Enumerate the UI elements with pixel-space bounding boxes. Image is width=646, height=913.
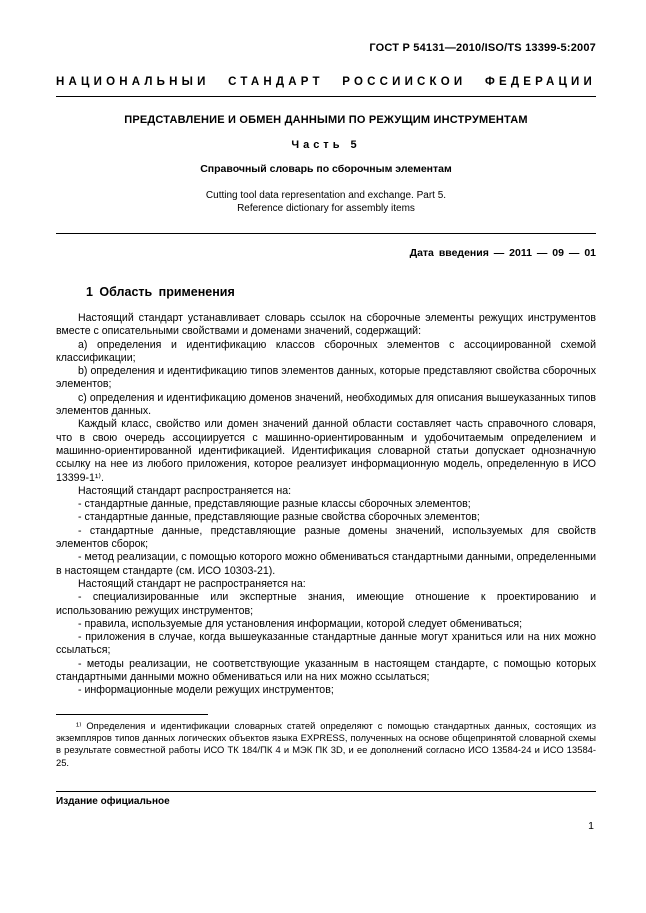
official-edition-label: Издание официальное [56,796,170,808]
body-paragraph: - приложения в случае, когда вышеуказанные стандартные данные могут храниться или на них можно ссылаться; [56,631,596,657]
section-1-body [56,312,596,698]
english-title-line1: Cutting tool data representation and exchange. Part 5. [205,190,447,201]
doc-title: ПРЕДСТАВЛЕНИЕ И ОБМЕН ДАННЫМИ ПО РЕЖУЩИМ ИНСТРУМЕНТАМ [124,114,528,126]
body-paragraph: Настоящий стандарт устанавливает словарь ссылок на сборочные элементы режущих инструментов вместе с описательными свойствами и доменами значений, содержащий: [56,312,596,338]
body-paragraph: Настоящий стандарт не распространяется на: [78,577,306,590]
doc-subtitle: Справочный словарь по сборочным элементам [200,163,452,175]
body-paragraph: - методы реализации, не соответствующие указанным в настоящем стандарте, с помощью которых стандартными данными можно обмениваться или на них можно ссылаться; [56,657,596,684]
english-title [56,189,596,215]
body-paragraph: - метод реализации, с помощью которого можно обмениваться стандартными данными, определенными в настоящем стандарте (см. ИСО 10303-21). [56,551,596,577]
body-paragraph: a) определения и идентификацию классов сборочных элементов с ассоциированной схемой классификации; [56,338,596,364]
title-divider [56,233,596,234]
body-paragraph: - информационные модели режущих инструментов; [78,684,334,697]
body-paragraph: - правила, используемые для установления информации, которой следует обмениваться; [78,617,523,630]
body-paragraph: b) определения и идентификацию типов элементов данных, которые представляют свойства сборочных элементов; [56,365,596,391]
body-paragraph: Каждый класс, свойство или домен значений данной области составляет часть справочного словаря, что в свою очередь ассоциируется с машинно-ориентированным и удобочитаемым определением и машинно-ориентированной идентификацией. Идентификация словарной статьи допускает однозначную ссылку на нее из любого приложения, которое реализует информационную модель, определенную в ИСО 13399-1¹⁾. [56,418,596,484]
standard-type-line: НАЦИОНАЛЬНЫЙ СТАНДАРТ РОССИЙСКОЙ ФЕДЕРАЦИИ [56,76,596,88]
section-1-heading: 1 Область применения [86,285,235,299]
page-number: 1 [588,820,594,833]
body-paragraph: - специализированные или экспертные знания, имеющие отношение к проектированию и использованию режущих инструментов; [56,591,596,617]
footnote-text: ¹⁾ Определения и идентификации словарных статей определяют с помощью стандартных данных, состоящих из экземпляров типов данных логических объектов языка EXPRESS, полученных на основе общепринятой словарной схемы в результате совместной работы ИСО ТК 184/ПК 4 и МЭК ПК 3D, и ее дополнений согласно ИСО 13584-24 и ИСО 13584-25. [56,719,596,768]
body-paragraph: Настоящий стандарт распространяется на: [78,484,292,497]
header-divider [56,96,596,97]
body-paragraph: - стандартные данные, представляющие разные классы сборочных элементов; [78,498,471,511]
footer-divider [56,791,596,792]
footnote-divider [56,714,208,715]
effective-date: Дата введения — 2011 — 09 — 01 [409,247,596,259]
english-title-line2: Reference dictionary for assembly items [237,203,415,214]
part-label: Часть 5 [291,139,361,151]
body-paragraph: - стандартные данные, представляющие разные домены значений, используемых для свойств элементов сборок; [56,524,596,551]
body-paragraph: - стандартные данные, представляющие разные свойства сборочных элементов; [78,511,480,524]
doc-code: ГОСТ Р 54131—2010/ISO/TS 13399-5:2007 [369,42,596,54]
body-paragraph: c) определения и идентификацию доменов значений, необходимых для описания вышеуказанных типов элементов данных. [56,391,596,418]
